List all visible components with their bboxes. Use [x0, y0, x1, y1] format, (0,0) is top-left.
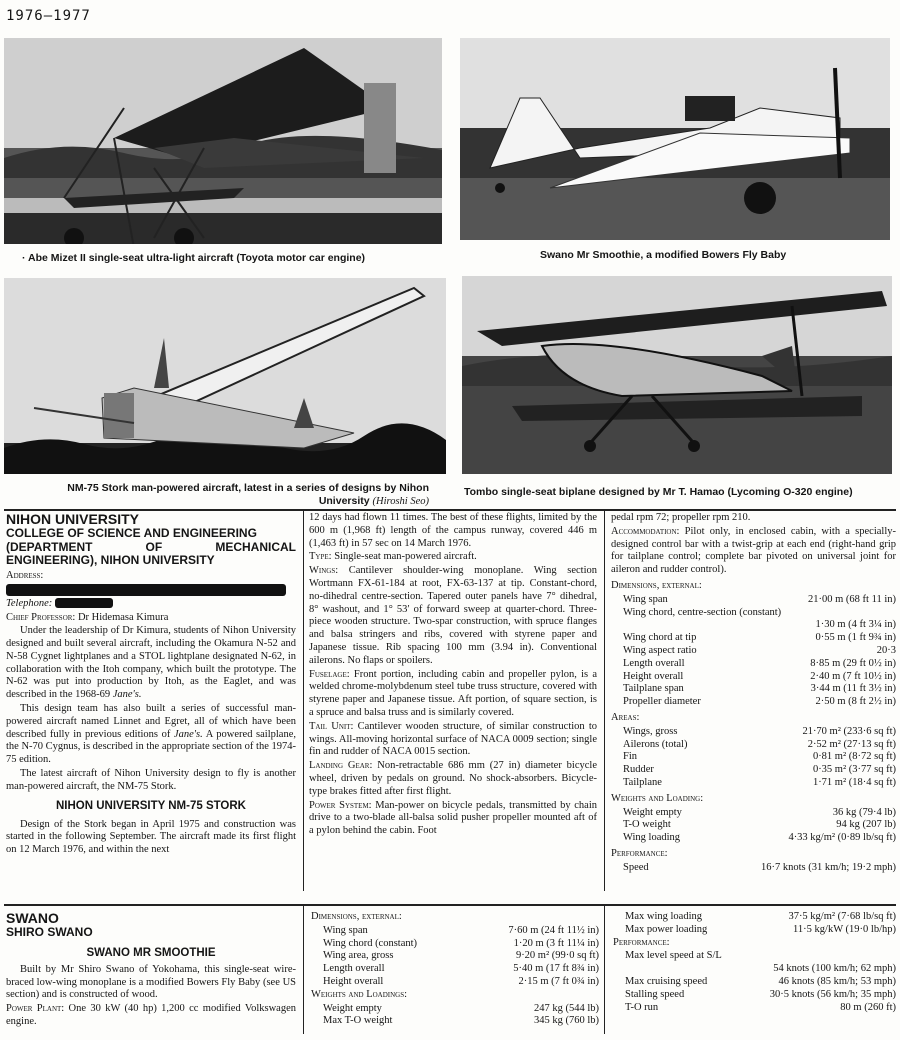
spec-row — [611, 683, 896, 696]
spec-row — [611, 764, 896, 777]
spec-value: 21·70 m² (233·6 sq ft) — [802, 725, 896, 737]
spec-label: Tailplane span — [623, 683, 684, 695]
caption-abe: · Abe Mizet II single-seat ultra-light aircraft (Toyota motor car engine) — [22, 252, 366, 264]
column-rule-4 — [604, 906, 605, 1034]
stork-areas-label: Areas: — [611, 711, 640, 723]
spec-row — [611, 658, 896, 671]
spec-row — [613, 924, 896, 937]
spec-row — [611, 862, 896, 875]
spec-row — [311, 1015, 599, 1028]
column-stork: 12 days had flown 11 times. The best of these flights, limited by the 600 m (1,968 ft) length of the campus runway, covered 446 m (1,463 ft) in 57 sec on 14 March 1976. Type: Single-seat man-powered aircraft. Wings: Cantilever shoulder-wing monoplane. Wing section Wortmann FX-61-184 at root, FX-63-137 at tip. Constant-chord, no-dihedral centre-section. Tapered outer panels have 7° dihedral, 8° washout, and 1° 53′ of forward sweep at quarter-chord. Three-piece wooden structure. Two-spar construction, with spruce flanges and balsa stringers and ribs, covered with styrene paper and Japanese tissue. Rib spacing 100 mm (3.94 in). Conventional ailerons. No flaps or spoilers. Fuselage: Front portion, including cabin and propeller pylon, is a welded chrome-molybdenum steel tube truss structure, covered with styrene paper and Japanese tissue. Aft portion, of square section, is a spruce and balsa truss and is similarly covered. Tail Unit: Cantilever wooden structure, of similar construction to wings. All-moving horizontal surface of NACA 0009 section; single fin and rudder of NACA 0015 section. Landing Gear: Non-retractable 686 mm (27 in) diameter bicycle wheel, driven by pedals on ground. No shock-absorbers. Bicycle-type brakes fitted after first flight. Power System: Man-power on bicycle pedals, transmitted by chain drive to a two-blade all-balsa solid pusher propeller mounted aft of a pylon behind the cabin. Foot — [309, 512, 598, 837]
spec-label: Wing aspect ratio — [623, 644, 697, 656]
spec-row — [613, 976, 896, 989]
spec-row — [311, 976, 599, 989]
spec-value: 36 kg (79·4 lb) — [832, 806, 896, 818]
spec-label: Max power loading — [625, 923, 708, 935]
spec-row — [613, 911, 896, 924]
spec-value: 5·40 m (17 ft 8¾ in) — [513, 963, 599, 975]
caption-swano: Swano Mr Smoothie, a modified Bowers Fly Baby — [540, 249, 787, 261]
stork-dim-label: Dimensions, external: — [611, 579, 702, 591]
spec-label: Wing chord (constant) — [323, 937, 418, 949]
spec-value: 345 kg (760 lb) — [533, 1015, 599, 1027]
nihon-subtitle-2: (DEPARTMENT OF MECHANICAL — [6, 539, 296, 554]
spec-label: Wing loading — [623, 832, 681, 844]
photo-swano-smoothie — [460, 38, 890, 240]
spec-value: 7·60 m (24 ft 11½ in) — [508, 924, 599, 936]
swano-power: One 30 kW (40 hp) 1,200 cc modified Volkswagen engine. — [6, 1003, 296, 1028]
stork-accom: Pilot only, in enclosed cabin, with a specially-designed control bar with a twist-grip at each end (right-hand grip for tailplane control; complete bar pivoted on universal joint for aileron and rudder control). — [611, 525, 896, 576]
spec-row — [611, 832, 896, 845]
spec-value: 16·7 knots (31 km/h; 19·2 mph) — [760, 861, 896, 873]
spec-label: Speed — [623, 861, 649, 873]
swano-dims-table — [311, 925, 599, 989]
nihon-subtitle-3: ENGINEERING), NIHON UNIVERSITY — [6, 553, 215, 568]
swano-weights-label: Weights and Loadings: — [311, 988, 408, 1000]
stork-perf-table — [611, 862, 896, 875]
spec-row — [611, 819, 896, 832]
stork-type: Single-seat man-powered aircraft. — [334, 551, 477, 563]
spec-label: Stalling speed — [625, 988, 685, 1000]
section-title-nihon: NIHON UNIVERSITY — [6, 511, 140, 527]
spec-label: Propeller diameter — [623, 696, 701, 708]
spec-value: 11·5 kg/kW (19·0 lb/hp) — [793, 923, 896, 935]
swano-perf-speed-label: Max level speed at S/L — [625, 950, 722, 962]
spec-label: T-O weight — [623, 819, 671, 831]
stork-power: Man-power on bicycle pedals, transmitted by chain drive to a two-blade all-balsa solid pusher propeller mounted aft of a pylon behind the cabin. Foot — [309, 799, 597, 837]
spec-row — [613, 989, 896, 1002]
spec-value: 2·50 m (8 ft 2½ in) — [815, 696, 896, 708]
swano-perf-table — [613, 976, 896, 1014]
spec-value: 1·71 m² (18·4 sq ft) — [812, 776, 896, 788]
section-rule-swano — [4, 904, 896, 906]
spec-row — [311, 938, 599, 951]
telephone-label: Telephone: — [6, 597, 53, 609]
swano-p1: Built by Mr Shiro Swano of Yokohama, this single-seat wire-braced low-wing monoplane is a modified Bowers Fly Baby (see US section) and is constructed of wood. — [6, 963, 296, 1001]
photo-tombo-biplane — [462, 276, 892, 474]
spec-row — [611, 671, 896, 684]
spec-label: Length overall — [623, 657, 685, 669]
spec-label: Wing span — [323, 924, 368, 936]
spec-label: Height overall — [323, 975, 384, 987]
spec-row — [613, 1002, 896, 1015]
column-rule-3 — [303, 906, 304, 1034]
column-swano-perf — [613, 911, 896, 1014]
spec-value: 8·85 m (29 ft 0½ in) — [810, 657, 896, 669]
page-header-years: 1976—1977 — [6, 8, 91, 24]
spec-value: 46 knots (85 km/h; 53 mph) — [778, 975, 896, 987]
stork-power-cont: pedal rpm 72; propeller rpm 210. — [611, 512, 751, 523]
stork-gear: Non-retractable 686 mm (27 in) diameter bicycle wheel, driven by pedals on ground. No shock-absorbers. Bicycle-type brakes fitted after first flight. — [309, 760, 597, 797]
address-label: Address: — [6, 569, 44, 581]
swano-loadings-table — [613, 911, 896, 937]
stork-title: NIHON UNIVERSITY NM-75 STORK — [56, 799, 246, 812]
spec-label: Weight empty — [623, 806, 682, 818]
stork-weights-label: Weights and Loading: — [611, 792, 704, 804]
spec-label: Max wing loading — [625, 911, 702, 922]
spec-value: 37·5 kg/m² (7·68 lb/sq ft) — [788, 911, 896, 922]
caption-tombo: Tombo single-seat biplane designed by Mr T. Hamao (Lycoming O-320 engine) — [464, 486, 853, 498]
swano-weights-table — [311, 1003, 599, 1029]
spec-label: Height overall — [623, 670, 684, 682]
spec-value: 2·40 m (7 ft 10½ in) — [810, 670, 896, 682]
spec-label: Wing chord, centre-section (constant) — [623, 606, 782, 618]
spec-row — [611, 739, 896, 752]
stork-perf-label: Performance: — [611, 847, 668, 859]
spec-row — [611, 726, 896, 739]
spec-label: Ailerons (total) — [623, 738, 688, 750]
spec-value: 2·52 m² (27·13 sq ft) — [807, 738, 896, 750]
swano-model-title: SWANO MR SMOOTHIE — [86, 946, 216, 959]
stork-tail: Cantilever wooden structure, of similar construction to wings. All-moving horizontal surface of NACA 0009 section; single fin and rudder of NACA 0015 section. — [309, 720, 597, 758]
spec-label: T-O run — [625, 1001, 659, 1013]
spec-label — [611, 619, 623, 632]
spec-row — [611, 751, 896, 764]
swano-dim-label: Dimensions, external: — [311, 911, 402, 922]
spec-row — [611, 645, 896, 658]
photo-abe-mizet — [4, 38, 442, 244]
spec-value: 1·30 m (4 ft 3¼ in) — [815, 619, 896, 631]
spec-value: 4·33 kg/m² (0·89 lb/sq ft) — [788, 832, 896, 844]
spec-label: Tailplane — [623, 776, 662, 788]
spec-value: 20·3 — [876, 644, 896, 656]
spec-row — [611, 594, 896, 607]
photo-nm75-stork — [4, 278, 446, 474]
spec-label: Fin — [623, 751, 638, 763]
spec-row — [611, 807, 896, 820]
spec-value: 2·15 m (7 ft 0¾ in) — [518, 975, 599, 987]
stork-p1: 12 days had flown 11 times. The best of these flights, limited by the 600 m (1,968 ft) length of the campus runway, covered 446 m (1,463 ft) in 57 sec on 14 March 1976. — [309, 512, 597, 549]
spec-label: Wing chord at tip — [623, 632, 697, 644]
spec-value: 21·00 m (68 ft 11 in) — [808, 593, 896, 605]
nihon-p2: This design team has also built a series of successful man-powered aircraft named Linnet and Egret, all of which have been described fully in previous editions of — [6, 703, 296, 740]
swano-subtitle: SHIRO SWANO — [6, 925, 93, 940]
spec-label: Length overall — [323, 963, 385, 975]
column-nihon: NIHON UNIVERSITY COLLEGE OF SCIENCE AND ENGINEERING (DEPARTMENT OF MECHANICAL ENGINEERING), NIHON UNIVERSITY Address: Telephone: Chief Professor: Dr Hidemasa Kimura Under the leadership of Dr Kimura, students of Nihon University designed and built several aircraft, including the Okamura N-52 and N-58 Cygnet lightplanes and a STOL lightplane designated N-62, in collaboration with the Itoh company, which built the prototype. The N-62 was put into production by Itoh, as the Eaglet, and was described in the 1968-69 Jane's. This design team has also built a series of successful man-powered aircraft named Linnet and Egret, all of which have been described fully in previous editions of Jane's. A powered sailplane, the N-70 Cygnus, is described in the appropriate section of the 1974-75 edition. The latest aircraft of Nihon University design to fly is another man-powered aircraft, the NM-75 Stork. NIHON UNIVERSITY NM-75 STORK Design of the Stork began in April 1975 and construction was started in the following September. The aircraft made its first flight on 12 March 1976, and within the next — [6, 511, 296, 856]
spec-row — [311, 1003, 599, 1016]
spec-value: 80 m (260 ft) — [840, 1001, 896, 1013]
nihon-p1: Under the leadership of Dr Kimura, students of Nihon University designed and built several aircraft, including the Okamura N-52 and N-58 Cygnet lightplanes and a STOL lightplane designated N-62, in collaboration with the Itoh company, which built the prototype. The N-62 was put into production by Itoh, as the Eaglet, and was described in the 1968-69 — [6, 625, 296, 701]
nihon-p3: The latest aircraft of Nihon University design to fly is another man-powered aircraft, the NM-75 Stork. — [6, 768, 296, 792]
spec-label: Wings, gross — [623, 725, 678, 737]
spec-value: 0·55 m (1 ft 9¾ in) — [815, 632, 896, 644]
nihon-subtitle-1: COLLEGE OF SCIENCE AND ENGINEERING — [6, 526, 257, 541]
spec-value: 9·20 m² (99·0 sq ft) — [515, 950, 599, 962]
nihon-p4: Design of the Stork began in April 1975 and construction was started in the following September. The aircraft made its first flight on 12 March 1976, and within the next — [6, 818, 296, 856]
caption-nm75: NM-75 Stork man-powered aircraft, latest in a series of designs by Nihon University (Hiroshi Seo) — [67, 482, 429, 507]
prof-name: Dr Hidemasa Kimura — [77, 611, 169, 623]
stork-wings: Cantilever shoulder-wing monoplane. Wing section Wortmann FX-61-184 at root, FX-63-137 at tip. Constant-chord, no-dihedral centre-section. Tapered outer panels have 7° dihedral, 8° washout, and 1° 53′ of forward sweep at quarter-chord. Three-piece wooden structure. Two-spar construction, with spruce flanges and balsa stringers and ribs, covered with styrene paper and Japanese tissue. Rib spacing 100 mm (3.94 in). Conventional ailerons. No flaps or spoilers. — [309, 565, 598, 666]
spec-row — [311, 963, 599, 976]
spec-row — [611, 696, 896, 709]
spec-row — [611, 777, 896, 790]
section-title-swano: SWANO — [6, 910, 59, 926]
stork-dims-table — [611, 594, 896, 709]
spec-row — [611, 607, 896, 620]
address-redaction — [6, 584, 286, 596]
spec-value: 30·5 knots (56 km/h; 35 mph) — [769, 988, 896, 1000]
swano-perf-speed-value: 54 knots (100 km/h; 62 mph) — [773, 963, 896, 975]
spec-value: 3·44 m (11 ft 3½ in) — [810, 683, 896, 695]
spec-row — [611, 619, 896, 632]
spec-row — [611, 632, 896, 645]
stork-fuselage: Front portion, including cabin and propeller pylon, is a welded chrome-molybdenum steel tube truss structure, covered with styrene paper and Japanese tissue. Aft portion, of square section, is a spruce and balsa truss and is similarly covered. — [309, 668, 597, 718]
column-rule-1 — [303, 511, 304, 891]
stork-weights-table — [611, 807, 896, 845]
spec-row — [311, 950, 599, 963]
swano-perf-label: Performance: — [613, 936, 670, 948]
column-swano-specs — [311, 911, 599, 1028]
spec-value: 94 kg (207 lb) — [836, 819, 896, 831]
column-swano: SWANO SHIRO SWANO SWANO MR SMOOTHIE Built by Mr Shiro Swano of Yokohama, this single-seat wire-braced low-wing monoplane is a modified Bowers Fly Baby (see US section) and is constructed of wood. Power Plant: One 30 kW (40 hp) 1,200 cc modified Volkswagen engine. — [6, 910, 296, 1028]
spec-label: Wing span — [623, 593, 668, 605]
spec-label: Max T-O weight — [323, 1015, 393, 1027]
spec-value: 0·81 m² (8·72 sq ft) — [812, 751, 896, 763]
telephone-redaction — [55, 598, 113, 608]
spec-label: Max cruising speed — [625, 975, 708, 987]
column-rule-2 — [604, 511, 605, 891]
spec-label: Rudder — [623, 764, 654, 776]
spec-label: Weight empty — [323, 1002, 382, 1014]
spec-row — [311, 925, 599, 938]
stork-areas-table — [611, 726, 896, 790]
spec-value: 0·35 m² (3·77 sq ft) — [812, 764, 896, 776]
column-stork-specs: pedal rpm 72; propeller rpm 210. Accommodation: Pilot only, in enclosed cabin, with a specially-designed control bar with a twist-grip at each end (right-hand grip for tailplane control; complete bar pivoted on universal joint for aileron and rudder control). Dimensions, external: Wing span 21·00 m (68 ft 11 in) Wing chord, centre-section (constant) 1·30 m (4 ft 3¼ in) Wing chord at tip 0·55 m (1 ft 9¾ in) Wing aspect ratio 20·3 Length overall 8·85 m (29 ft 0½ in) Height overall 2·40 m (7 ft 10½ in) Tailplane span 3·44 m (11 ft 3½ in) Propeller diameter 2·50 m (8 ft 2½ in) Areas: Wings, gross 21·70 m² (233·6 sq ft) Ailerons (total) 2·52 m² (27·13 sq ft) Fin 0·81 m² (8·72 sq ft) Rudder 0·35 m² (3·77 sq ft) Tailplane 1·71 m² (18·4 sq ft) Weights and Loading: Weight empty 36 kg (79·4 lb) T-O weight 94 kg (207 lb) Wing loading 4·33 kg/m² (0·89 lb/sq ft) Performance: Speed 16·7 knots (31 km/h; 19·2 mph) — [611, 512, 896, 873]
prof-label: Chief Professor: — [6, 611, 76, 623]
spec-label: Wing area, gross — [323, 950, 394, 962]
spec-value: 247 kg (544 lb) — [533, 1002, 599, 1014]
spec-value: 1·20 m (3 ft 11¼ in) — [513, 937, 599, 949]
